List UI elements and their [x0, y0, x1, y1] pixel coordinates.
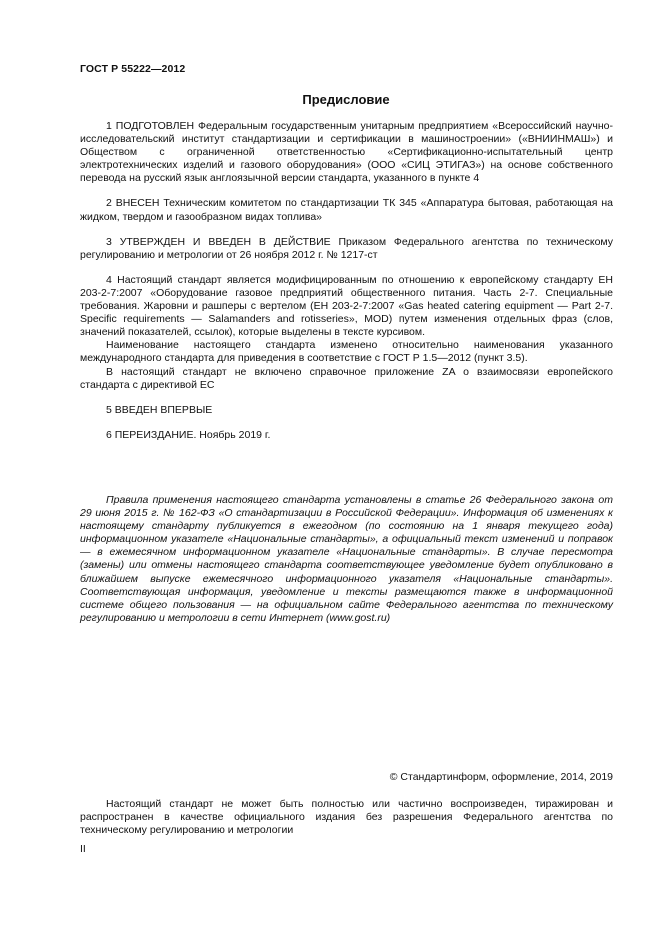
- standard-code-header: ГОСТ Р 55222—2012: [80, 63, 186, 75]
- preface-item-4-name-change: Наименование настоящего стандарта изменено относительно наименования указанного международного стандарта для приведения в соответствие с ГОСТ Р 1.5—2012 (пункт 3.5).: [80, 339, 613, 365]
- section-title: Предисловие: [302, 92, 390, 107]
- preface-item-3: 3 УТВЕРЖДЕН И ВВЕДЕН В ДЕЙСТВИЕ Приказом Федерального агентства по техническому регулированию и метрологии от 26 ноября 2012 г. № 1217-ст: [80, 235, 613, 261]
- copyright-line: © Стандартинформ, оформление, 2014, 2019: [389, 771, 613, 783]
- preface-item-1: 1 ПОДГОТОВЛЕН Федеральным государственным унитарным предприятием «Всероссийский научно-исследовательский институт стандартизации и сертификации в машиностроении» («ВНИИНМАШ») и Обществом с ограниченной ответственностью «Сертификационно-испытательный центр электротехнических изделий и газового оборудования» (ООО «СИЦ ЭТИГАЗ») на основе собственного перевода на русский язык англоязычной версии стандарта, указанного в пункте 4: [80, 120, 613, 185]
- reproduction-rights-notice: Настоящий стандарт не может быть полностью или частично воспроизведен, тиражирован и распространен в качестве официального издания без разрешения Федерального агентства по техническому регулированию и метрологии: [80, 798, 613, 837]
- preface-item-5: 5 ВВЕДЕН ВПЕРВЫЕ: [106, 403, 213, 416]
- preface-body: [80, 120, 613, 442]
- preface-item-6: 6 ПЕРЕИЗДАНИЕ. Ноябрь 2019 г.: [106, 428, 271, 441]
- page-number: II: [80, 843, 86, 855]
- preface-item-4-annex-note: В настоящий стандарт не включено справочное приложение ZA о взаимосвязи европейского стандарта с директивой ЕС: [80, 365, 613, 391]
- preface-item-2: 2 ВНЕСЕН Техническим комитетом по стандартизации ТК 345 «Аппаратура бытовая, работающая на жидком, твердом и газообразном видах топлива»: [80, 197, 613, 223]
- application-rules-note: Правила применения настоящего стандарта установлены в статье 26 Федерального закона от 29 июня 2015 г. № 162-ФЗ «О стандартизации в Российской Федерации». Информация об изменениях к настоящему стандарту публикуется в ежегодном (по состоянию на 1 января текущего года) информационном указателе «Национальные стандарты», а официальный текст изменений и поправок — в ежемесячном информационном указателе «Национальные стандарты». В случае пересмотра (замены) или отмены настоящего стандарта соответствующее уведомление будет опубликовано в ближайшем выпуске ежемесячного информационного указателя «Национальные стандарты». Соответствующая информация, уведомление и тексты размещаются также в информационной системе общего пользования — на официальном сайте Федерального агентства по техническому регулированию и метрологии в сети Интернет (www.gost.ru): [80, 494, 613, 624]
- preface-item-4: 4 Настоящий стандарт является модифицированным по отношению к европейскому стандарту ЕН 203-2-7:2007 «Оборудование газовое предприятий общественного питания. Часть 2-7. Специальные требования. Жаровни и рашперы с вертелом (ЕН 203-2-7:2007 «Gas heated catering equipment — Part 2-7. Specific requirements — Salamanders and rotisseries», MOD) путем изменения отдельных фраз (слов, значений показателей, ссылок), которые выделены в тексте курсивом.: [80, 273, 613, 339]
